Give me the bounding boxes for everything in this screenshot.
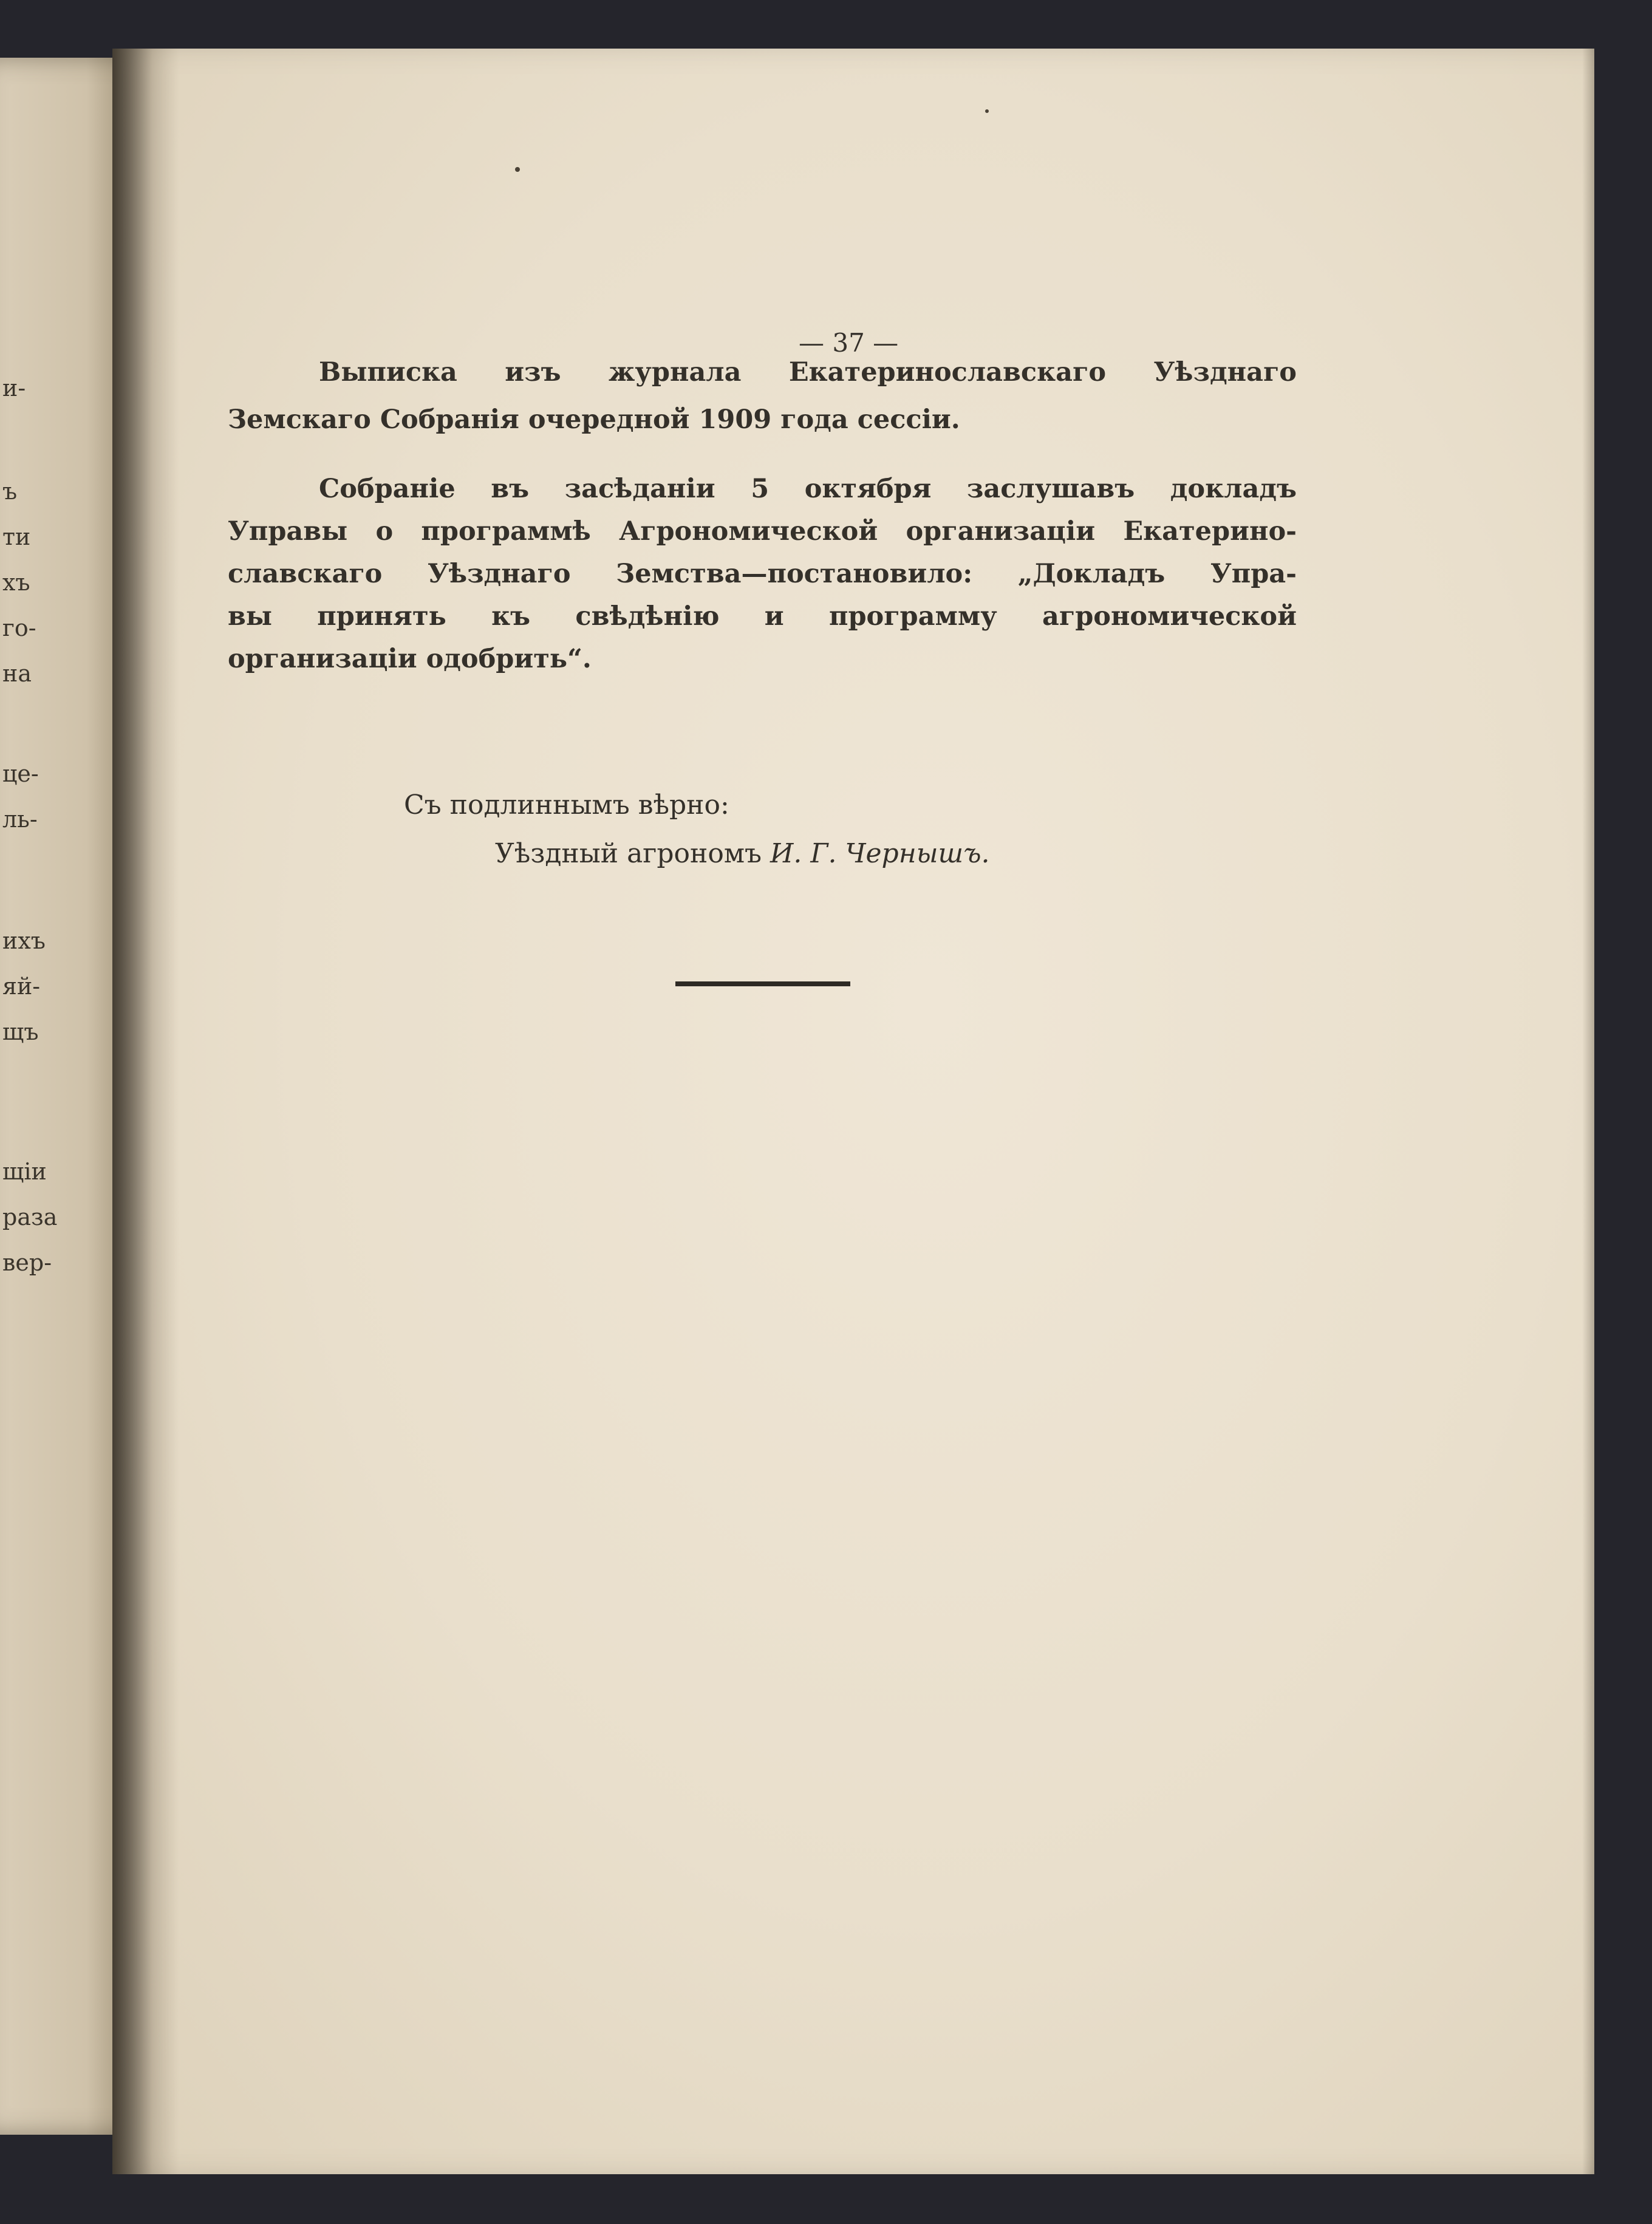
- prev-line-fragment: це-: [2, 760, 39, 787]
- page-number: — 37 —: [799, 328, 899, 358]
- prev-line-fragment: щъ: [2, 1018, 39, 1045]
- body-line: вы принять къ свѣдѣнію и программу агрономической: [228, 601, 1297, 632]
- signer-title: Уѣздный агрономъ: [495, 838, 771, 869]
- heading-line: Выписка изъ журнала Екатеринославскаго Уѣзднаго: [319, 357, 1297, 387]
- attestation-line: Съ подлиннымъ вѣрно:: [404, 790, 729, 820]
- prev-line-fragment: и-: [2, 375, 26, 401]
- paper-speck: [985, 109, 989, 113]
- page-right-edge: [1582, 49, 1594, 2174]
- prev-line-fragment: ль-: [2, 806, 38, 833]
- prev-line-fragment: ихъ: [2, 927, 46, 954]
- body-line: организаціи одобрить“.: [228, 644, 592, 674]
- prev-line-fragment: яй-: [2, 973, 41, 1000]
- prev-line-fragment: раза: [2, 1204, 58, 1230]
- prev-line-fragment: ти: [2, 524, 31, 550]
- prev-line-fragment: хъ: [2, 569, 30, 596]
- body-line: Управы о программѣ Агрономической организаціи Екатерино-: [228, 516, 1297, 547]
- heading-line: Земскаго Собранія очередной 1909 года сессіи.: [228, 404, 960, 435]
- paper-speck: [515, 167, 520, 172]
- signature-line: [495, 838, 990, 869]
- prev-line-fragment: ъ: [2, 478, 18, 505]
- signer-name: И. Г. Чернышъ.: [770, 838, 990, 869]
- body-line: Собраніе въ засѣданіи 5 октября заслушавъ докладъ: [319, 474, 1297, 504]
- prev-line-fragment: го-: [2, 615, 36, 641]
- prev-line-fragment: на: [2, 660, 32, 687]
- body-line: славскаго Уѣзднаго Земства—постановило: „Докладъ Упра-: [228, 559, 1297, 589]
- prev-line-fragment: вер-: [2, 1249, 52, 1276]
- end-rule: [675, 981, 850, 986]
- prev-line-fragment: щіи: [2, 1158, 47, 1185]
